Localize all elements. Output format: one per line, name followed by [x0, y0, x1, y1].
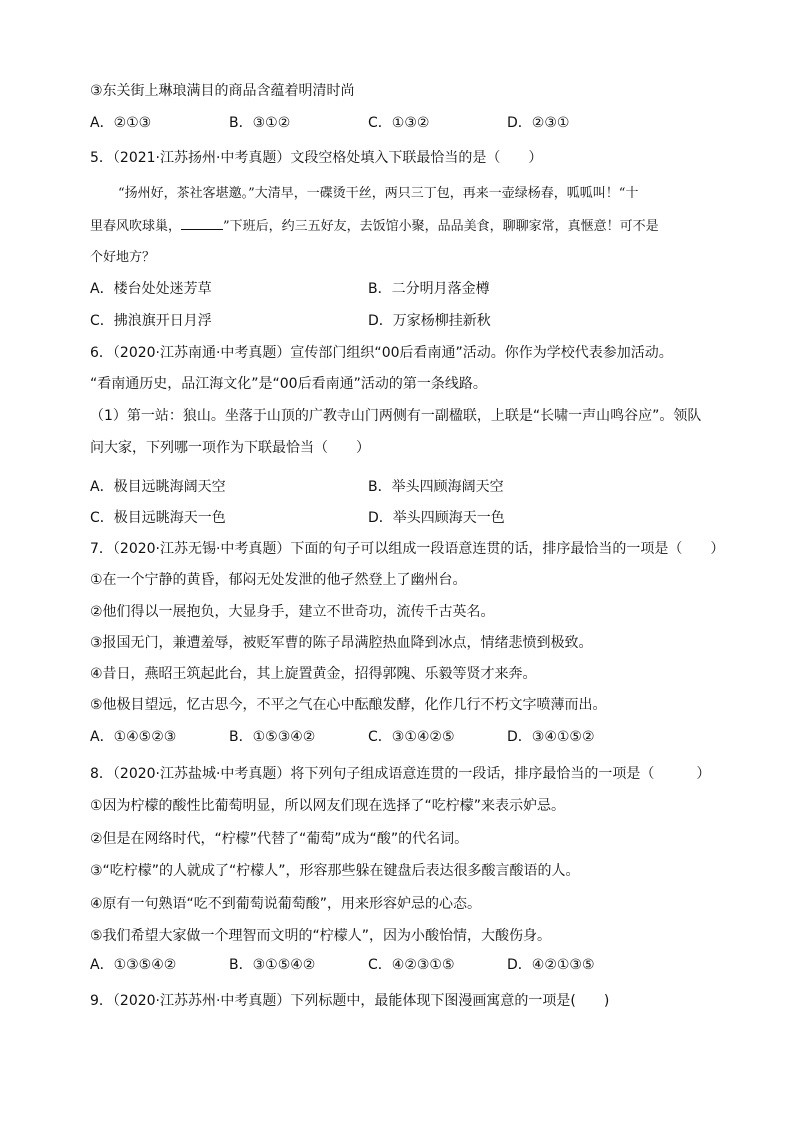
q6-sub1-line-1: （1）第一站：狼山。坐落于山顶的广教寺山门两侧有一副楹联，上联是“长啸一声山鸣谷应”。领队 [90, 408, 702, 424]
previous-option-a: A．②①③ [90, 115, 152, 131]
q7-stem: 7．（2020·江苏无锡·中考真题）下面的句子可以组成一段语意连贯的话，排序最恰当的一项是（ ） [90, 541, 725, 557]
q5-passage-line-1: “扬州好，茶社客堪邀。”大清早，一碟烫干丝，两只三丁包，再来一壶绿杨春，呱呱叫！“十 [118, 186, 639, 201]
q8-item-4: ④原有一句熟语“吃不到葡萄说葡萄酸”，用来形容妒忌的心态。 [90, 896, 482, 912]
q8-option-d: D．④②①③⑤ [507, 957, 595, 973]
q7-item-3: ③报国无门，兼遭羞辱，被贬军曹的陈子昂满腔热血降到冰点，情绪悲愤到极致。 [90, 635, 593, 651]
q6-intro: “看南通历史，品江海文化”是“00后看南通”活动的第一条线路。 [90, 376, 487, 392]
q5-stem: 5．（2021·江苏扬州·中考真题）文段空格处填入下联最恰当的是（ ） [90, 150, 543, 166]
q8-item-1: ①因为柠檬的酸性比葡萄明显，所以网友们现在选择了“吃柠檬”来表示妒忌。 [90, 798, 566, 814]
q7-option-d: D．③④①⑤② [507, 729, 595, 745]
q5-fill-blank [181, 216, 223, 230]
q9-stem: 9．（2020·江苏苏州·中考真题）下列标题中，最能体现下图漫画寓意的一项是( ) [90, 993, 610, 1009]
q7-item-2: ②他们得以一展抱负，大显身手，建立不世奇功，流传千古英名。 [90, 604, 495, 620]
q8-option-a: A．①③⑤④② [90, 957, 177, 973]
q5-option-a: A．楼台处处迷芳草 [90, 281, 212, 297]
previous-question-item-3: ③东关街上琳琅满目的商品含蕴着明清时尚 [90, 83, 355, 99]
previous-option-b: B．③①② [229, 115, 291, 131]
q8-item-5: ⑤我们希望大家做一个理智而文明的“柠檬人”，因为小酸怡情，大酸伤身。 [90, 928, 552, 944]
q5-option-c: C．拂浪旗开日月浮 [90, 313, 212, 329]
q7-item-5: ⑤他极目望远，忆古思今，不平之气在心中酝酿发酵，化作几行不朽文字喷薄而出。 [90, 697, 607, 713]
q7-option-b: B．①⑤③④② [229, 729, 316, 745]
q7-option-a: A．①④⑤②③ [90, 729, 177, 745]
q5-option-b: B．二分明月落金樽 [368, 281, 490, 297]
q6-option-b: B．举头四顾海阔天空 [368, 479, 504, 495]
q8-stem: 8．（2020·江苏盐城·中考真题）将下列句子组成语意连贯的一段话，排序最恰当的一项是（ ） [90, 766, 711, 782]
q5-passage-line-3: 个好地方？ [90, 250, 156, 265]
q5-passage-line-2-end: ”下班后，约三五好友，去饭馆小聚，品品美食，聊聊家常，真惬意！可不是 [223, 219, 659, 234]
q5-passage-line-2-start: 里春风吹球巢， [90, 219, 182, 234]
q8-option-b: B．③①⑤④② [229, 957, 316, 973]
q8-item-3: ③“吃柠檬”的人就成了“柠檬人”，形容那些躲在键盘后表达很多酸言酸语的人。 [90, 863, 580, 879]
q5-option-d: D．万家杨柳挂新秋 [368, 313, 491, 329]
q7-option-c: C．③①④②⑤ [368, 729, 455, 745]
previous-option-d: D．②③① [507, 115, 570, 131]
q6-sub1-line-2: 问大家，下列哪一项作为下联最恰当（ ） [90, 440, 370, 456]
q6-option-c: C．极目远眺海天一色 [90, 510, 226, 526]
q7-item-1: ①在一个宁静的黄昏，郁闷无处发泄的他孑然登上了幽州台。 [90, 572, 467, 588]
q6-option-a: A．极目远眺海阔天空 [90, 479, 226, 495]
previous-option-c: C．①③② [368, 115, 430, 131]
q5-passage-line-2 [90, 216, 706, 237]
q6-option-d: D．举头四顾海天一色 [368, 510, 505, 526]
q8-option-c: C．④②③①⑤ [368, 957, 455, 973]
q7-item-4: ④昔日，燕昭王筑起此台，其上旋置黄金，招得郭隗、乐毅等贤才来奔。 [90, 666, 537, 682]
q6-stem: 6．（2020·江苏南通·中考真题）宣传部门组织“00后看南通”活动。你作为学校代表参加活动。 [90, 345, 673, 361]
q8-item-2: ②但是在网络时代，“柠檬”代替了“葡萄”成为“酸”的代名词。 [90, 831, 469, 847]
